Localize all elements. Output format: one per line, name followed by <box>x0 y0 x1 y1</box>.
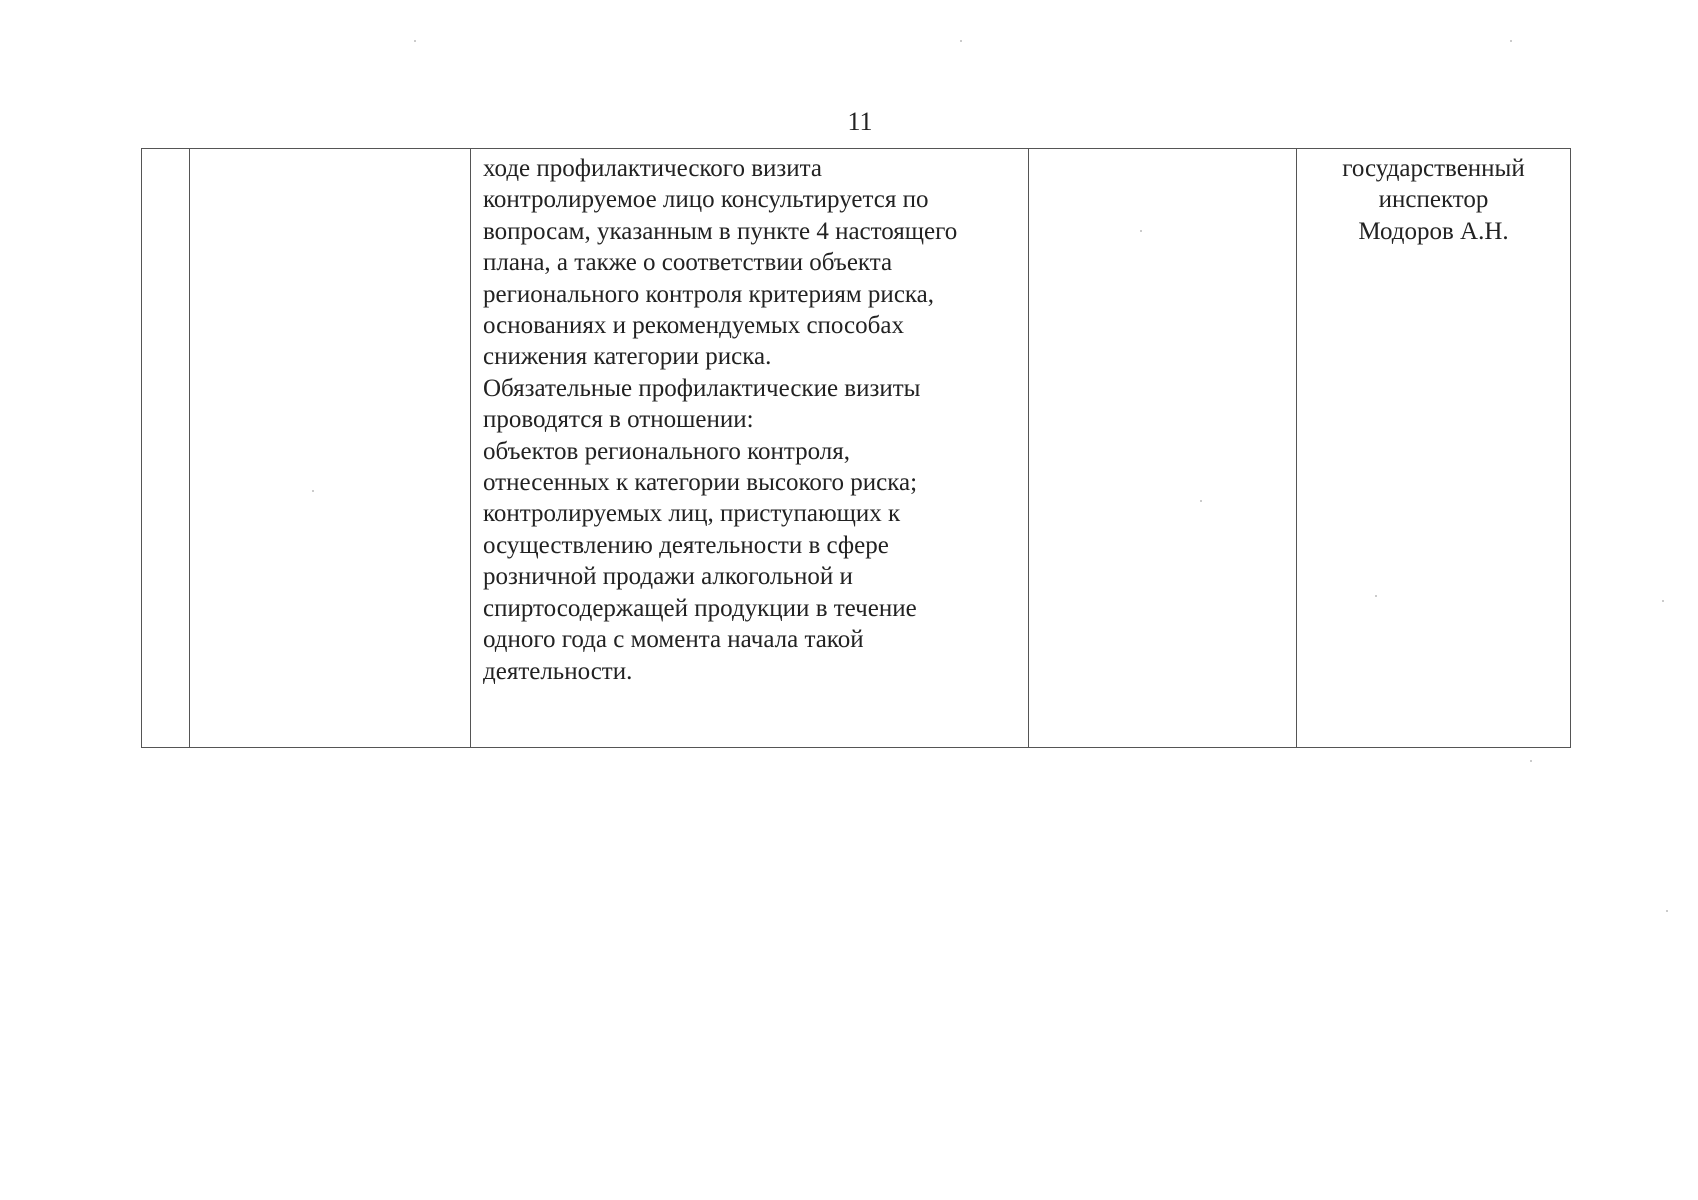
responsible-text: государственный инспектор Модоров А.Н. <box>1342 155 1525 245</box>
scan-speck <box>1510 40 1512 42</box>
scan-speck <box>312 490 314 492</box>
scan-speck <box>1375 595 1377 597</box>
table-cell-name <box>190 149 471 748</box>
plan-table <box>141 148 1571 748</box>
scan-speck <box>1140 230 1142 232</box>
table-row <box>142 149 1571 748</box>
scan-speck <box>414 40 416 42</box>
table-cell-responsible <box>1297 149 1571 748</box>
scan-speck <box>1666 910 1668 912</box>
table-cell-number <box>142 149 190 748</box>
table-cell-deadline <box>1029 149 1297 748</box>
description-text: ходе профилактического визита контролируемое лицо консультируется по вопросам, указанным в пункте 4 настоящего плана, а также о соответствии объекта регионального контроля критериям риска, основаниях и рекомендуемых способах снижения категории риска. Обязательные профилактические визиты проводятся в отношении: объектов регионального контроля, отнесенных к категории высокого риска; контролируемых лиц, приступающих к осуществлению деятельности в сфере розничной продажи алкогольной и спиртосодержащей продукции в течение одного года с момента начала такой деятельности. <box>483 155 958 685</box>
scan-speck <box>1200 500 1202 502</box>
scan-speck <box>1530 760 1532 762</box>
page-number: 11 <box>847 107 873 136</box>
table-cell-description <box>471 149 1029 748</box>
scan-speck <box>960 40 962 42</box>
scan-speck <box>1662 600 1664 602</box>
